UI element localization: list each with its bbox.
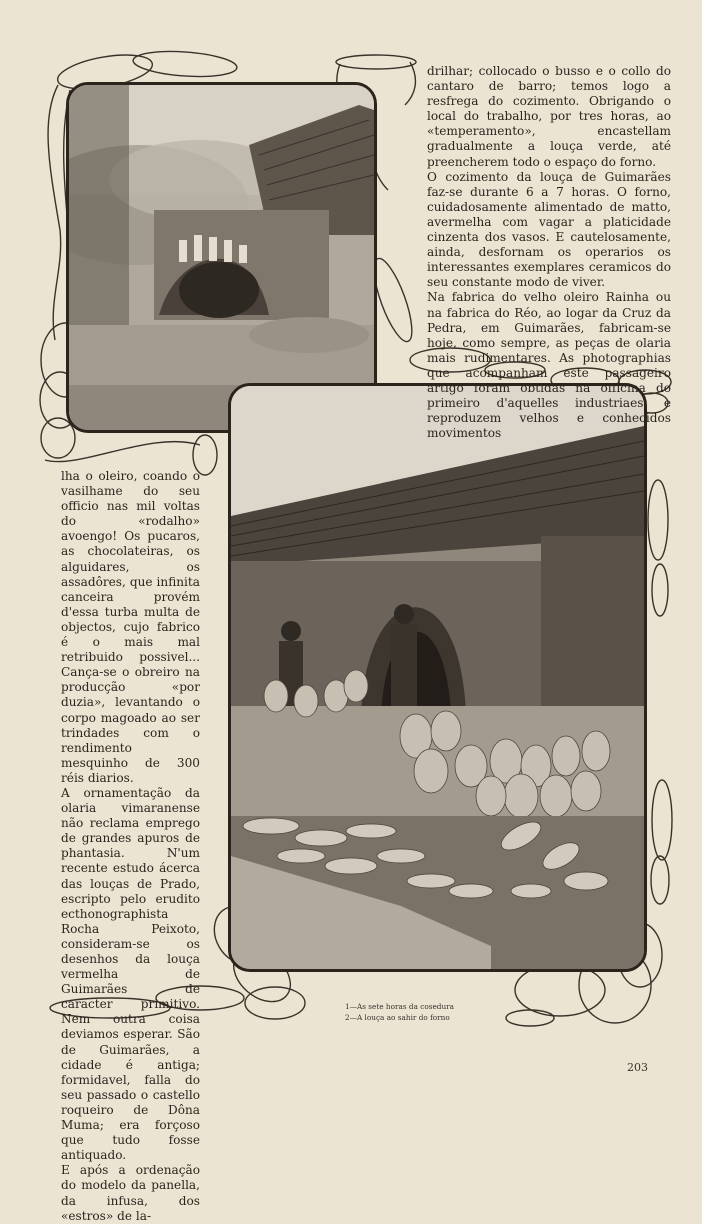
- pottery-out-of-kiln-photo: [228, 383, 647, 972]
- page-number: 203: [627, 1061, 648, 1074]
- article-text-left: lha o oleiro, coando o vasilhame do seu officio nas mil voltas do «rodalho» avoengo! Os pucaros, as chocolateiras, os alguidares, os assadôres, que infinita canceira provém d'essa turba multa de objectos, cujo fabrico é o mais mal retribuido possivel... Cança-se o obreiro na producção «por duzia», levantando o corpo magoado ao ser trindades com o rendimento mesquinho de 300 réis diarios. A ornamentação da olaria vimaranense não reclama emprego de grandes apuros de phantasia. N'um recente estudo ácerca das louças de Prado, escripto pelo erudito ecthonographista Rocha Peixoto, consideram-se os desenhos da louça vermelha de Guimarães de caracter primitivo. Nem outra coisa deviamos esperar. São de Guimarães, a cidade é antiga; formidavel, falla do seu passado o castello roqueiro de Dôna Muma; era forçoso que tudo fosse antiquado. E após a ordenação do modelo da panella, da infusa, dos «estros» de la-: [61, 469, 200, 1223]
- article-text-top-right: drilhar; collocado o busso e o collo do cantaro de barro; temos logo a resfrega do cozimento. Obrigando o local do trabalho, por tres horas, ao «temperamento», encastellam gradualmente a louça verde, até preencherem todo o espaço do forno. O cozimento da louça de Guimarães faz-se durante 6 a 7 horas. O forno, cuidadosamente alimentado de matto, avermelha com vagar a platicidade cinzenta dos vasos. E cautelosamente, ainda, desfornam os operarios os interessantes exemplares ceramicos do seu constante modo de viver. Na fabrica do velho oleiro Rainha ou na fabrica do Réo, ao logar da Cruz da Pedra, em Guimarães, fabricam-se hoje, como sempre, as peças de olaria mais rudimentares. As photographias que acompanham este passageiro artigo foram obtidas na officina do primeiro d'aquelles industriaes, e reproduzem velhos e conhecidos movimentos: [427, 64, 671, 441]
- photo-caption-1: 1—As sete horas da cosedura: [345, 1002, 454, 1011]
- kiln-firing-photo: [66, 82, 377, 433]
- photo-caption-2: 2—A louça ao sahir do forno: [345, 1013, 450, 1022]
